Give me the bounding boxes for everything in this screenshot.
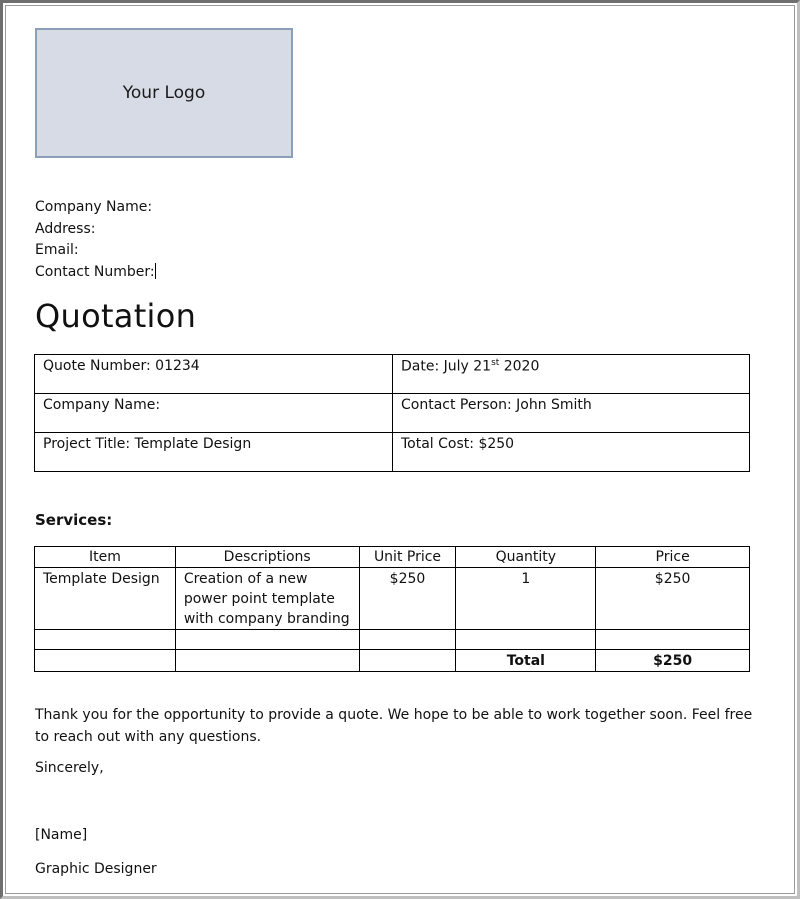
unit-price-cell: $250: [359, 568, 456, 630]
signer-name: [Name]: [35, 827, 88, 843]
address-label: Address:: [35, 220, 96, 237]
text-cursor: [155, 263, 156, 279]
empty-cell: [359, 630, 456, 650]
services-table: [34, 546, 750, 672]
logo-placeholder: [35, 28, 293, 158]
quote-number-cell: Quote Number: 01234: [35, 355, 393, 394]
empty-cell: [359, 650, 456, 672]
contact-number-line[interactable]: [35, 262, 156, 284]
date-year: 2020: [499, 358, 540, 375]
logo-label: Your Logo: [122, 83, 206, 103]
quote-details-table: [34, 354, 750, 472]
closing-message: Thank you for the opportunity to provide a quote. We hope to be able to work together soon. Feel free to reach out with any questions.: [35, 707, 753, 745]
sincerely-text: Sincerely,: [35, 760, 104, 776]
company-info: [35, 197, 156, 283]
table-row: [35, 433, 750, 472]
contact-person-cell: Contact Person: John Smith: [393, 394, 750, 433]
project-title-cell: Project Title: Template Design: [35, 433, 393, 472]
contact-number-label: Contact Number:: [35, 263, 155, 280]
empty-cell: [175, 650, 359, 672]
empty-row: [35, 630, 750, 650]
page-title: Quotation: [35, 297, 197, 335]
empty-cell: [175, 630, 359, 650]
table-row: [35, 355, 750, 394]
column-header-unit-price: Unit Price: [359, 547, 456, 568]
table-header-row: [35, 547, 750, 568]
date-prefix: Date: July 21: [401, 358, 492, 375]
table-row: [35, 394, 750, 433]
total-label-cell: Total: [456, 650, 596, 672]
date-ordinal: st: [491, 358, 500, 368]
date-cell: [393, 355, 750, 394]
total-row: [35, 650, 750, 672]
services-heading: Services:: [35, 511, 113, 529]
price-cell: $250: [596, 568, 750, 630]
empty-cell: [35, 630, 176, 650]
empty-cell: [596, 630, 750, 650]
item-cell: Template Design: [35, 568, 176, 630]
company-name-label: Company Name:: [35, 199, 153, 215]
column-header-price: Price: [596, 547, 750, 568]
total-cost-cell: Total Cost: $250: [393, 433, 750, 472]
column-header-item: Item: [35, 547, 176, 568]
empty-cell: [456, 630, 596, 650]
table-row: [35, 568, 750, 630]
company-name-cell: Company Name:: [35, 394, 393, 433]
quantity-cell: 1: [456, 568, 596, 630]
email-label: Email:: [35, 242, 79, 258]
empty-cell: [35, 650, 176, 672]
signer-role: Graphic Designer: [35, 861, 157, 877]
description-cell: Creation of a new power point template with company branding: [175, 568, 359, 630]
column-header-descriptions: Descriptions: [175, 547, 359, 568]
total-value-cell: $250: [596, 650, 750, 672]
column-header-quantity: Quantity: [456, 547, 596, 568]
